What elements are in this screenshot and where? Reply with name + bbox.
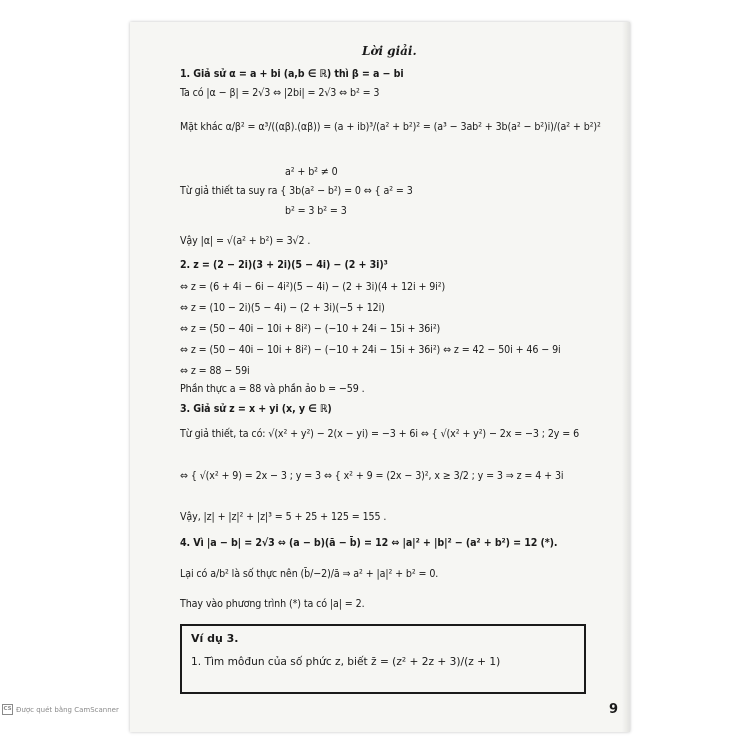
text-line: a² + b² ≠ 0 [285, 166, 338, 178]
text-line: Từ giả thiết ta suy ra { 3b(a² − b²) = 0 ⇔ { a² = 3 [180, 185, 413, 197]
example-title: Ví dụ 3. [191, 632, 239, 645]
text-line: Vậy, |z| + |z|² + |z|³ = 5 + 25 + 125 = 155 . [180, 511, 387, 523]
example-box [180, 624, 586, 694]
text-line: 2. z = (2 − 2i)(3 + 2i)(5 − 4i) − (2 + 3i)³ [180, 259, 388, 271]
text-line: 3. Giả sử z = x + yi (x, y ∈ ℝ) [180, 403, 332, 415]
book-page [130, 22, 630, 732]
text-line: Thay vào phương trình (*) ta có |a| = 2. [180, 598, 365, 610]
text-line: Lại có a/b² là số thực nên (b̄/−2)/ā ⇒ a² + |a|² + b² = 0. [180, 568, 439, 580]
text-line: 4. Vì |a − b| = 2√3 ⇔ (a − b)(ā − b̄) = 12 ⇔ |a|² + |b|² − (a² + b²) = 12 (*). [180, 537, 558, 549]
scan-watermark-text: Được quét bằng CamScanner [16, 705, 119, 714]
text-line: Ta có |α − β| = 2√3 ⇔ |2bi| = 2√3 ⇔ b² = 3 [180, 87, 380, 99]
camscanner-icon: CS [2, 704, 13, 715]
example-text: 1. Tìm môđun của số phức z, biết z̄ = (z² + 2z + 3)/(z + 1) [191, 656, 501, 668]
text-line: Vậy |α| = √(a² + b²) = 3√2 . [180, 235, 311, 247]
solution-heading: Lời giải. [362, 44, 417, 58]
text-line: ⇔ z = 88 − 59i [180, 365, 250, 377]
text-line: b² = 3 b² = 3 [285, 205, 347, 217]
text-line: ⇔ z = (10 − 2i)(5 − 4i) − (2 + 3i)(−5 + 12i) [180, 302, 385, 314]
text-line: Phần thực a = 88 và phần ảo b = −59 . [180, 383, 365, 395]
scan-watermark [2, 704, 119, 715]
text-line: Từ giả thiết, ta có: √(x² + y²) − 2(x − yi) = −3 + 6i ⇔ { √(x² + y²) − 2x = −3 ; 2y = 6 [180, 428, 580, 440]
text-line: ⇔ { √(x² + 9) = 2x − 3 ; y = 3 ⇔ { x² + 9 = (2x − 3)², x ≥ 3/2 ; y = 3 ⇒ z = 4 + 3i [180, 470, 564, 482]
text-line: ⇔ z = (6 + 4i − 6i − 4i²)(5 − 4i) − (2 + 3i)(4 + 12i + 9i²) [180, 281, 446, 293]
text-line: ⇔ z = (50 − 40i − 10i + 8i²) − (−10 + 24i − 15i + 36i²) [180, 323, 441, 335]
page-number: 9 [608, 702, 618, 717]
text-line: Mặt khác α/β² = α³/((αβ).(αβ)) = (a + ib)³/(a² + b²)² = (a³ − 3ab² + 3b(a² − b²)i)/(a² + b²)² [180, 121, 601, 133]
text-line: ⇔ z = (50 − 40i − 10i + 8i²) − (−10 + 24i − 15i + 36i²) ⇔ z = 42 − 50i + 46 − 9i [180, 344, 561, 356]
text-line: 1. Giả sử α = a + bi (a,b ∈ ℝ) thì β = a − bi [180, 68, 404, 80]
